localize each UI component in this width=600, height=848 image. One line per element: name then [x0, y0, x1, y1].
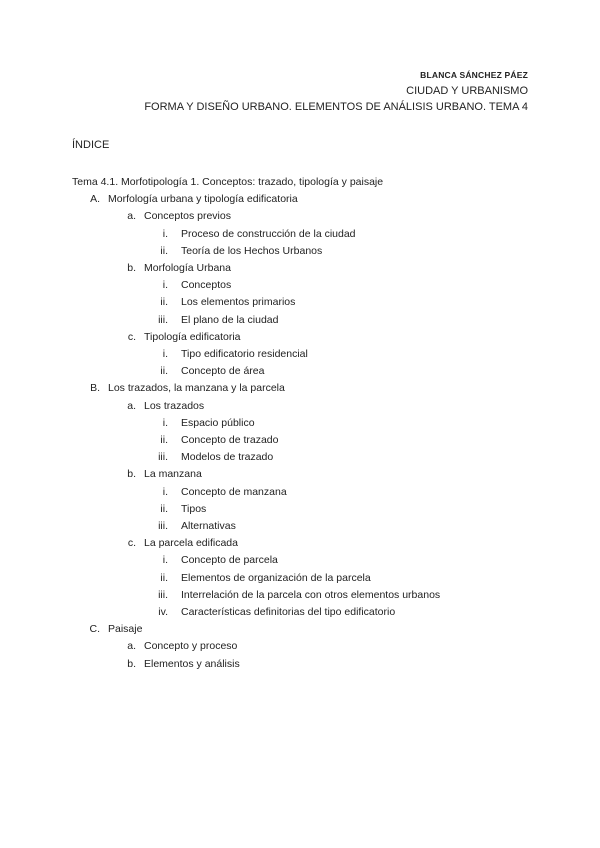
- toc-item-text: Elementos y análisis: [144, 657, 240, 670]
- toc-item-text: Paisaje: [108, 623, 143, 636]
- toc-item-marker: i.: [162, 485, 168, 498]
- toc-item-marker: i.: [162, 348, 168, 360]
- course-title: CIUDAD Y URBANISMO: [406, 85, 528, 97]
- toc-item-marker: c.: [127, 537, 136, 550]
- toc-item-text: Concepto de área: [181, 365, 265, 378]
- toc-item-text: Conceptos previos: [144, 210, 231, 223]
- toc-item-marker: b.: [127, 262, 136, 274]
- toc-item-text: Alternativas: [181, 520, 236, 532]
- toc-item-marker: ii.: [160, 571, 168, 584]
- author-name: BLANCA SÁNCHEZ PÁEZ: [420, 70, 528, 80]
- toc-item-level-3: [72, 313, 532, 327]
- toc-item-text: Tipo edificatorio residencial: [181, 348, 308, 360]
- toc-item-marker: i.: [162, 416, 168, 429]
- toc-item-text: Morfología urbana y tipología edificatoria: [108, 193, 298, 206]
- toc-item-marker: b.: [127, 657, 136, 670]
- toc-item-marker: iv.: [158, 606, 168, 618]
- toc-item-text: Teoría de los Hechos Urbanos: [181, 244, 323, 257]
- toc-item-level-3: [72, 519, 532, 533]
- toc-item-text: El plano de la ciudad: [181, 313, 279, 326]
- toc-item-level-3: [72, 347, 532, 361]
- toc-item-level-2: [72, 536, 532, 550]
- toc-item-marker: ii.: [160, 434, 168, 446]
- toc-item-level-2: [72, 209, 532, 223]
- toc-item-text: Interrelación de la parcela con otros elementos urbanos: [181, 588, 441, 601]
- toc-item-marker: b.: [127, 468, 136, 481]
- toc-item-level-2: [72, 261, 532, 275]
- toc-item-marker: i.: [162, 279, 168, 292]
- toc-item-level-3: [72, 605, 532, 619]
- toc-item-level-3: [72, 227, 532, 241]
- toc-item-text: Espacio público: [181, 416, 255, 429]
- toc-item-marker: iii.: [158, 313, 168, 326]
- toc-item-level-3: [72, 433, 532, 447]
- toc-item-text: Los trazados: [144, 399, 205, 412]
- toc-item-text: Concepto de parcela: [181, 554, 278, 567]
- toc-item-marker: ii.: [160, 296, 168, 309]
- toc-item-marker: ii.: [160, 365, 168, 378]
- toc-item-level-3: [72, 571, 532, 585]
- toc-item-marker: ii.: [160, 244, 168, 257]
- toc-heading-text: Tema 4.1. Morfotipología 1. Conceptos: trazado, tipología y paisaje: [72, 176, 384, 188]
- toc-item-text: Concepto de manzana: [181, 485, 287, 498]
- toc-item-level-3: [72, 244, 532, 258]
- toc-item-marker: i.: [162, 554, 168, 567]
- toc-item-text: Conceptos: [181, 279, 232, 292]
- toc-item-level-3: [72, 485, 532, 499]
- toc-item-text: Tipología edificatoria: [144, 330, 241, 343]
- toc-item-level-3: [72, 416, 532, 430]
- toc-item-marker: a.: [127, 640, 136, 653]
- toc-item-marker: iii.: [158, 588, 168, 601]
- toc-item-marker: iii.: [158, 451, 168, 464]
- toc-item-marker: C.: [89, 623, 100, 636]
- toc-item-marker: iii.: [158, 520, 168, 532]
- toc-item-level-2: [72, 639, 532, 653]
- index-title: ÍNDICE: [72, 139, 110, 151]
- toc-item-level-3: [72, 364, 532, 378]
- toc-item-text: La parcela edificada: [144, 537, 238, 550]
- toc-item-marker: A.: [90, 193, 100, 206]
- toc-item-level-3: [72, 295, 532, 309]
- toc-item-text: Proceso de construcción de la ciudad: [181, 227, 356, 240]
- toc-item-level-2: [72, 657, 532, 671]
- toc-item-level-3: [72, 278, 532, 292]
- toc-item-text: Tipos: [181, 502, 207, 515]
- toc-item-level-3: [72, 588, 532, 602]
- toc-item-level-3: [72, 502, 532, 516]
- toc-item-level-2: [72, 399, 532, 413]
- toc-item-text: Morfología Urbana: [144, 262, 231, 274]
- toc-item-text: Características definitorias del tipo edificatorio: [181, 606, 396, 618]
- toc-item-text: Concepto de trazado: [181, 434, 279, 446]
- toc-item-level-3: [72, 450, 532, 464]
- toc-item-marker: c.: [127, 330, 136, 343]
- toc-item-level-1: [72, 381, 532, 395]
- toc-item-marker: a.: [127, 399, 136, 412]
- subject-title: FORMA Y DISEÑO URBANO. ELEMENTOS DE ANÁLISIS URBANO. TEMA 4: [144, 101, 528, 113]
- toc-item-marker: B.: [90, 382, 100, 395]
- toc-item-text: Concepto y proceso: [144, 640, 238, 653]
- toc-item-text: Los elementos primarios: [181, 296, 296, 309]
- toc-item-level-1: [72, 622, 532, 636]
- document-header: [144, 70, 528, 113]
- toc-item-level-1: [72, 192, 532, 206]
- toc-item-text: La manzana: [144, 468, 202, 481]
- toc-item-text: Modelos de trazado: [181, 451, 274, 464]
- toc-item-marker: ii.: [160, 502, 168, 515]
- toc-item-level-2: [72, 467, 532, 481]
- toc-item-text: Los trazados, la manzana y la parcela: [108, 382, 285, 395]
- toc-item-text: Elementos de organización de la parcela: [181, 571, 371, 584]
- toc-item-level-3: [72, 553, 532, 567]
- toc-item-marker: i.: [162, 227, 168, 240]
- toc-item-level-2: [72, 330, 532, 344]
- toc-item-marker: a.: [127, 210, 136, 223]
